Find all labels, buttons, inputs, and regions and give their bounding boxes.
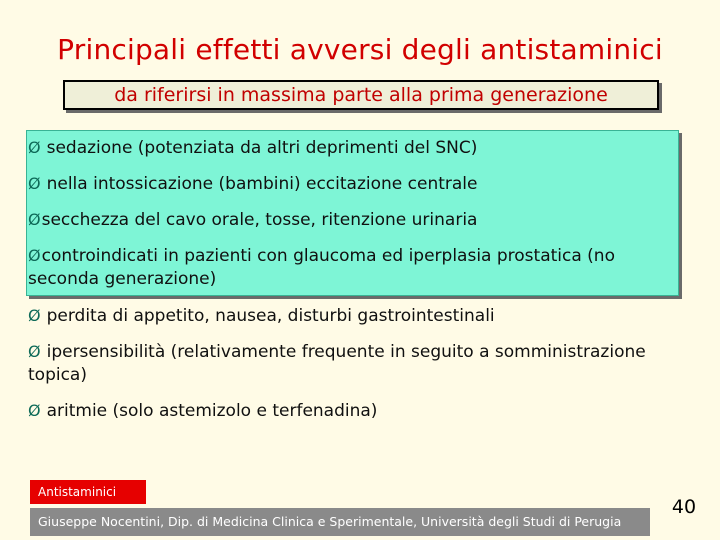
arrow-bullet-icon: Ø xyxy=(28,210,41,229)
list-item-text: aritmie (solo astemizolo e terfenadina) xyxy=(46,401,378,421)
list-item xyxy=(28,244,678,291)
slide-title: Principali effetti avversi degli antistaminici xyxy=(57,33,663,66)
list-item xyxy=(28,208,678,232)
list-item-text: nella intossicazione (bambini) eccitazione centrale xyxy=(46,174,478,194)
list-item xyxy=(28,304,678,328)
list-item-text: controindicati in pazienti con glaucoma ed iperplasia prostatica (no seconda generazione) xyxy=(28,246,615,289)
list-item xyxy=(28,340,678,387)
arrow-bullet-icon: Ø xyxy=(28,174,41,193)
list-item-text: ipersensibilità (relativamente frequente in seguito a somministrazione topica) xyxy=(28,342,646,385)
list-item-text: secchezza del cavo orale, tosse, ritenzione urinaria xyxy=(41,210,478,230)
subtitle-text: da riferirsi in massima parte alla prima generazione xyxy=(114,84,608,106)
arrow-bullet-icon: Ø xyxy=(28,342,41,361)
page-number: 40 xyxy=(671,496,697,518)
arrow-bullet-icon: Ø xyxy=(28,401,41,420)
list-item-text: sedazione (potenziata da altri deprimenti del SNC) xyxy=(46,138,478,158)
subtitle-box xyxy=(63,80,659,110)
list-item-text: perdita di appetito, nausea, disturbi gastrointestinali xyxy=(46,306,495,326)
arrow-bullet-icon: Ø xyxy=(28,306,41,325)
footer-topic-tag: Antistaminici xyxy=(30,480,146,504)
arrow-bullet-icon: Ø xyxy=(28,138,41,157)
arrow-bullet-icon: Ø xyxy=(28,246,41,265)
list-item xyxy=(28,172,678,196)
list-item xyxy=(28,136,678,160)
list-item xyxy=(28,399,678,423)
footer-credit: Giuseppe Nocentini, Dip. di Medicina Clinica e Sperimentale, Università degli Studi di Perugia xyxy=(30,508,650,536)
